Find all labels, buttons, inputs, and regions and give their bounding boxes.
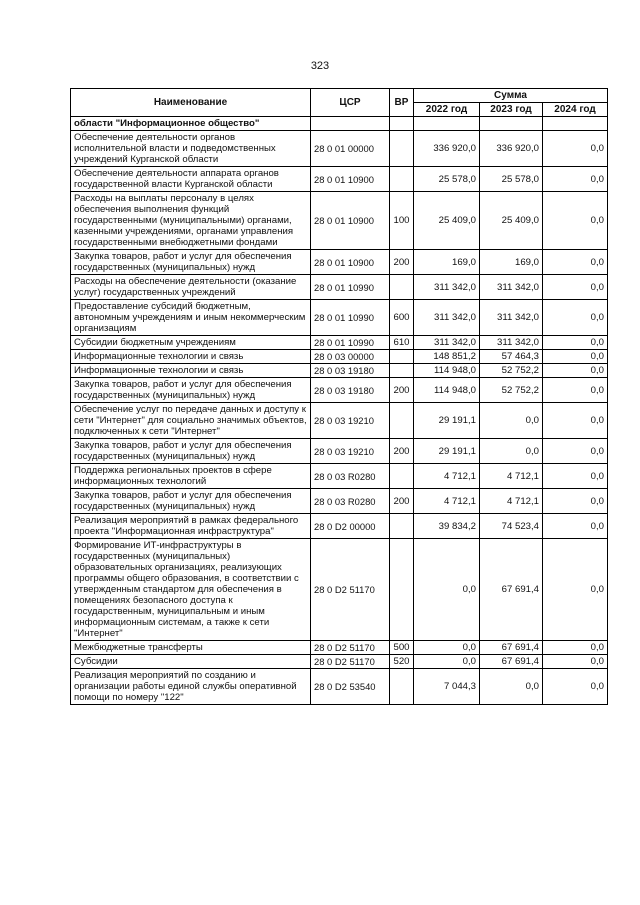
cell-2024: 0,0	[543, 300, 608, 336]
budget-table	[70, 88, 608, 705]
header-2023: 2023 год	[480, 103, 543, 117]
table-row	[71, 131, 608, 167]
table-row	[71, 439, 608, 464]
table-row	[71, 275, 608, 300]
cell-name: Реализация мероприятий в рамках федерального проекта "Информационная инфраструктура"	[71, 514, 311, 539]
cell-2022: 148 851,2	[414, 350, 480, 364]
cell-csr: 28 0 D2 00000	[311, 514, 390, 539]
cell-vr	[390, 403, 414, 439]
cell-name: Реализация мероприятий по созданию и организации работы единой службы оперативной помощи по номеру "122"	[71, 669, 311, 705]
cell-2023: 311 342,0	[480, 300, 543, 336]
cell-csr	[311, 117, 390, 131]
cell-csr: 28 0 03 19210	[311, 439, 390, 464]
cell-2023: 4 712,1	[480, 489, 543, 514]
cell-name: Закупка товаров, работ и услуг для обеспечения государственных (муниципальных) нужд	[71, 489, 311, 514]
table-row	[71, 403, 608, 439]
cell-name: области "Информационное общество"	[71, 117, 311, 131]
table-row	[71, 300, 608, 336]
cell-2023	[480, 117, 543, 131]
cell-csr: 28 0 01 10900	[311, 250, 390, 275]
cell-2024: 0,0	[543, 403, 608, 439]
header-vr: ВР	[390, 89, 414, 117]
cell-2022: 25 578,0	[414, 167, 480, 192]
cell-2022: 29 191,1	[414, 403, 480, 439]
cell-name: Предоставление субсидий бюджетным, автономным учреждениям и иным некоммерческим организациям	[71, 300, 311, 336]
header-name: Наименование	[71, 89, 311, 117]
cell-name: Формирование ИТ-инфраструктуры в государственных (муниципальных) образовательных организациях, реализующих программы общего образования, в соответствии с утвержденным стандартом для обеспечения в помещениях безопасного доступа к государственным, муниципальным и иным информационным системам, а также к сети "Интернет"	[71, 539, 311, 641]
table-row	[71, 655, 608, 669]
cell-2022: 39 834,2	[414, 514, 480, 539]
cell-2023: 74 523,4	[480, 514, 543, 539]
cell-csr: 28 0 01 10990	[311, 300, 390, 336]
cell-vr: 600	[390, 300, 414, 336]
table-row	[71, 250, 608, 275]
table-row	[71, 669, 608, 705]
table-row	[71, 539, 608, 641]
cell-vr	[390, 669, 414, 705]
cell-csr: 28 0 01 10900	[311, 192, 390, 250]
cell-2023: 67 691,4	[480, 539, 543, 641]
table-row	[71, 350, 608, 364]
table-row	[71, 464, 608, 489]
cell-vr: 200	[390, 250, 414, 275]
cell-2024: 0,0	[543, 439, 608, 464]
cell-name: Обеспечение деятельности аппарата органов государственной власти Курганской области	[71, 167, 311, 192]
cell-2024	[543, 117, 608, 131]
cell-vr	[390, 167, 414, 192]
cell-2022: 114 948,0	[414, 364, 480, 378]
cell-2023: 0,0	[480, 403, 543, 439]
cell-2024: 0,0	[543, 539, 608, 641]
cell-name: Субсидии	[71, 655, 311, 669]
cell-csr: 28 0 01 00000	[311, 131, 390, 167]
cell-2022: 29 191,1	[414, 439, 480, 464]
cell-vr: 200	[390, 439, 414, 464]
cell-2023: 0,0	[480, 669, 543, 705]
table-row	[71, 167, 608, 192]
cell-vr: 520	[390, 655, 414, 669]
cell-2022: 0,0	[414, 641, 480, 655]
cell-name: Информационные технологии и связь	[71, 364, 311, 378]
cell-2024: 0,0	[543, 364, 608, 378]
cell-csr: 28 0 01 10900	[311, 167, 390, 192]
cell-2022: 4 712,1	[414, 464, 480, 489]
table-row	[71, 336, 608, 350]
cell-name: Закупка товаров, работ и услуг для обеспечения государственных (муниципальных) нужд	[71, 439, 311, 464]
cell-csr: 28 0 D2 51170	[311, 655, 390, 669]
cell-csr: 28 0 03 00000	[311, 350, 390, 364]
cell-csr: 28 0 D2 51170	[311, 641, 390, 655]
cell-2022: 169,0	[414, 250, 480, 275]
cell-2023: 4 712,1	[480, 464, 543, 489]
cell-vr	[390, 539, 414, 641]
cell-2022: 311 342,0	[414, 300, 480, 336]
cell-2024: 0,0	[543, 350, 608, 364]
header-csr: ЦСР	[311, 89, 390, 117]
cell-vr	[390, 117, 414, 131]
cell-vr	[390, 131, 414, 167]
cell-csr: 28 0 D2 51170	[311, 539, 390, 641]
cell-2023: 67 691,4	[480, 641, 543, 655]
cell-2022	[414, 117, 480, 131]
cell-2023: 0,0	[480, 439, 543, 464]
table-row	[71, 117, 608, 131]
cell-name: Закупка товаров, работ и услуг для обеспечения государственных (муниципальных) нужд	[71, 250, 311, 275]
cell-2023: 311 342,0	[480, 336, 543, 350]
header-sum: Сумма	[414, 89, 608, 103]
cell-2023: 67 691,4	[480, 655, 543, 669]
cell-name: Закупка товаров, работ и услуг для обеспечения государственных (муниципальных) нужд	[71, 378, 311, 403]
cell-vr: 200	[390, 378, 414, 403]
cell-name: Расходы на обеспечение деятельности (оказание услуг) государственных учреждений	[71, 275, 311, 300]
cell-csr: 28 0 D2 53540	[311, 669, 390, 705]
cell-2022: 7 044,3	[414, 669, 480, 705]
cell-2023: 52 752,2	[480, 364, 543, 378]
cell-2023: 57 464,3	[480, 350, 543, 364]
cell-2023: 169,0	[480, 250, 543, 275]
cell-name: Информационные технологии и связь	[71, 350, 311, 364]
table-row	[71, 489, 608, 514]
cell-2024: 0,0	[543, 275, 608, 300]
cell-2024: 0,0	[543, 489, 608, 514]
cell-2022: 0,0	[414, 655, 480, 669]
cell-vr	[390, 464, 414, 489]
cell-2023: 52 752,2	[480, 378, 543, 403]
page-number: 323	[310, 60, 330, 72]
cell-2022: 25 409,0	[414, 192, 480, 250]
cell-2024: 0,0	[543, 192, 608, 250]
cell-2024: 0,0	[543, 514, 608, 539]
cell-vr: 200	[390, 489, 414, 514]
header-2024: 2024 год	[543, 103, 608, 117]
cell-2022: 0,0	[414, 539, 480, 641]
table-row	[71, 364, 608, 378]
cell-csr: 28 0 03 R0280	[311, 489, 390, 514]
cell-2022: 336 920,0	[414, 131, 480, 167]
cell-2023: 311 342,0	[480, 275, 543, 300]
cell-vr	[390, 350, 414, 364]
cell-vr	[390, 275, 414, 300]
table-body	[71, 117, 608, 705]
cell-2024: 0,0	[543, 655, 608, 669]
cell-name: Расходы на выплаты персоналу в целях обеспечения выполнения функций государственными (муниципальными) органами, казенными учреждениями, органами управления государственными внебюджетными фондами	[71, 192, 311, 250]
cell-name: Поддержка региональных проектов в сфере информационных технологий	[71, 464, 311, 489]
table-row	[71, 378, 608, 403]
cell-csr: 28 0 01 10990	[311, 336, 390, 350]
cell-csr: 28 0 03 R0280	[311, 464, 390, 489]
cell-2024: 0,0	[543, 464, 608, 489]
cell-2023: 25 409,0	[480, 192, 543, 250]
cell-2024: 0,0	[543, 336, 608, 350]
cell-2023: 25 578,0	[480, 167, 543, 192]
cell-vr: 100	[390, 192, 414, 250]
cell-name: Обеспечение услуг по передаче данных и доступу к сети "Интернет" для социально значимых объектов, подключенных к сети "Интернет"	[71, 403, 311, 439]
cell-vr: 610	[390, 336, 414, 350]
cell-2024: 0,0	[543, 250, 608, 275]
cell-name: Межбюджетные трансферты	[71, 641, 311, 655]
cell-csr: 28 0 03 19210	[311, 403, 390, 439]
table-row	[71, 514, 608, 539]
cell-2023: 336 920,0	[480, 131, 543, 167]
cell-csr: 28 0 03 19180	[311, 378, 390, 403]
table-row	[71, 192, 608, 250]
cell-csr: 28 0 03 19180	[311, 364, 390, 378]
cell-2022: 4 712,1	[414, 489, 480, 514]
cell-vr: 500	[390, 641, 414, 655]
header-2022: 2022 год	[414, 103, 480, 117]
cell-vr	[390, 514, 414, 539]
cell-2022: 311 342,0	[414, 275, 480, 300]
cell-2022: 114 948,0	[414, 378, 480, 403]
cell-2024: 0,0	[543, 167, 608, 192]
cell-2024: 0,0	[543, 669, 608, 705]
cell-2024: 0,0	[543, 641, 608, 655]
cell-2024: 0,0	[543, 378, 608, 403]
cell-2024: 0,0	[543, 131, 608, 167]
cell-vr	[390, 364, 414, 378]
cell-name: Субсидии бюджетным учреждениям	[71, 336, 311, 350]
cell-name: Обеспечение деятельности органов исполнительной власти и подведомственных учреждений Курганской области	[71, 131, 311, 167]
cell-2022: 311 342,0	[414, 336, 480, 350]
table-row	[71, 641, 608, 655]
cell-csr: 28 0 01 10990	[311, 275, 390, 300]
